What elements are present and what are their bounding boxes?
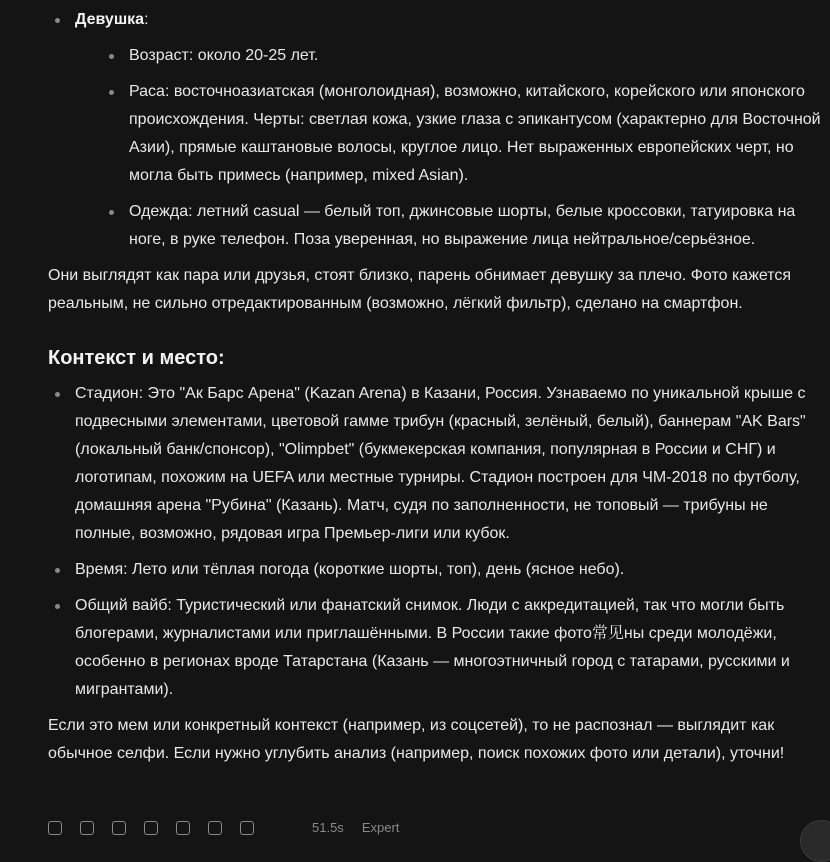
- girl-title: Девушка: [75, 11, 145, 28]
- list-item: Возраст: около 20-25 лет.: [75, 42, 828, 70]
- girl-details-list: [75, 42, 828, 254]
- regenerate-icon[interactable]: [48, 821, 62, 835]
- message-toolbar: [48, 818, 399, 838]
- message-content: [48, 6, 828, 768]
- closing-paragraph: Если это мем или конкретный контекст (например, из соцсетей), то не распознал — выглядит как обычное селфи. Если нужно углубить анализ (например, поиск похожих фото или детали), уточни!: [48, 717, 785, 762]
- girl-section-list: [48, 6, 828, 254]
- context-list: [48, 380, 828, 704]
- summary-paragraph: Они выглядят как пара или друзья, стоят близко, парень обнимает девушку за плечо. Фото кажется реальным, не сильно отредактированным (возможно, лёгкий фильтр), сделано на смартфон.: [48, 267, 792, 312]
- girl-section: [48, 6, 828, 254]
- response-time: 51.5s: [312, 820, 344, 835]
- list-item: Стадион: Это "Ак Барс Арена" (Kazan Arena) в Казани, Россия. Узнаваемо по уникальной крыше с подвесными элементами, цветовой гамме трибун (красный, зелёный, белый), баннерам "AK Bars" (локальный банк/спонсор), "Olimpbet" (букмекерская компания, популярная в России и СНГ) и логотипам, похожим на UEFA или местные турниры. Стадион построен для ЧМ-2018 по футболу, домашняя арена "Рубина" (Казань). Матч, судя по заполненности, не топовый — трибуны не полные, возможно, рядовая игра Премьер-лиги или кубок.: [48, 380, 828, 548]
- scroll-down-button[interactable]: [800, 820, 830, 862]
- list-item: Одежда: летний casual — белый топ, джинсовые шорты, белые кроссовки, татуировка на ноге, в руке телефон. Поза уверенная, но выражение лица нейтральное/серьёзное.: [75, 198, 828, 254]
- share-icon[interactable]: [144, 821, 158, 835]
- context-heading: Контекст и место:: [48, 347, 225, 369]
- edit-icon[interactable]: [112, 821, 126, 835]
- copy-icon[interactable]: [240, 821, 254, 835]
- girl-title-colon: :: [144, 11, 149, 28]
- mode-label: Expert: [361, 820, 400, 835]
- list-item: Общий вайб: Туристический или фанатский снимок. Люди с аккредитацией, так что могли быть блогерами, журналистами или приглашёнными. В России такие фото常见ны среди молодёжи, особенно в регионах вроде Татарстана (Казань — многоэтничный город с татарами, русскими и мигрантами).: [48, 592, 828, 704]
- like-icon[interactable]: [176, 821, 190, 835]
- dislike-icon[interactable]: [208, 821, 222, 835]
- list-item: Время: Лето или тёплая погода (короткие шорты, топ), день (ясное небо).: [48, 556, 828, 584]
- list-item: Раса: восточноазиатская (монголоидная), возможно, китайского, корейского или японского происхождения. Черты: светлая кожа, узкие глаза с эпикантусом (характерно для Восточной Азии), прямые каштановые волосы, круглое лицо. Нет выраженных европейских черт, но могла быть примесь (например, mixed Asian).: [75, 78, 828, 190]
- read-aloud-icon[interactable]: [80, 821, 94, 835]
